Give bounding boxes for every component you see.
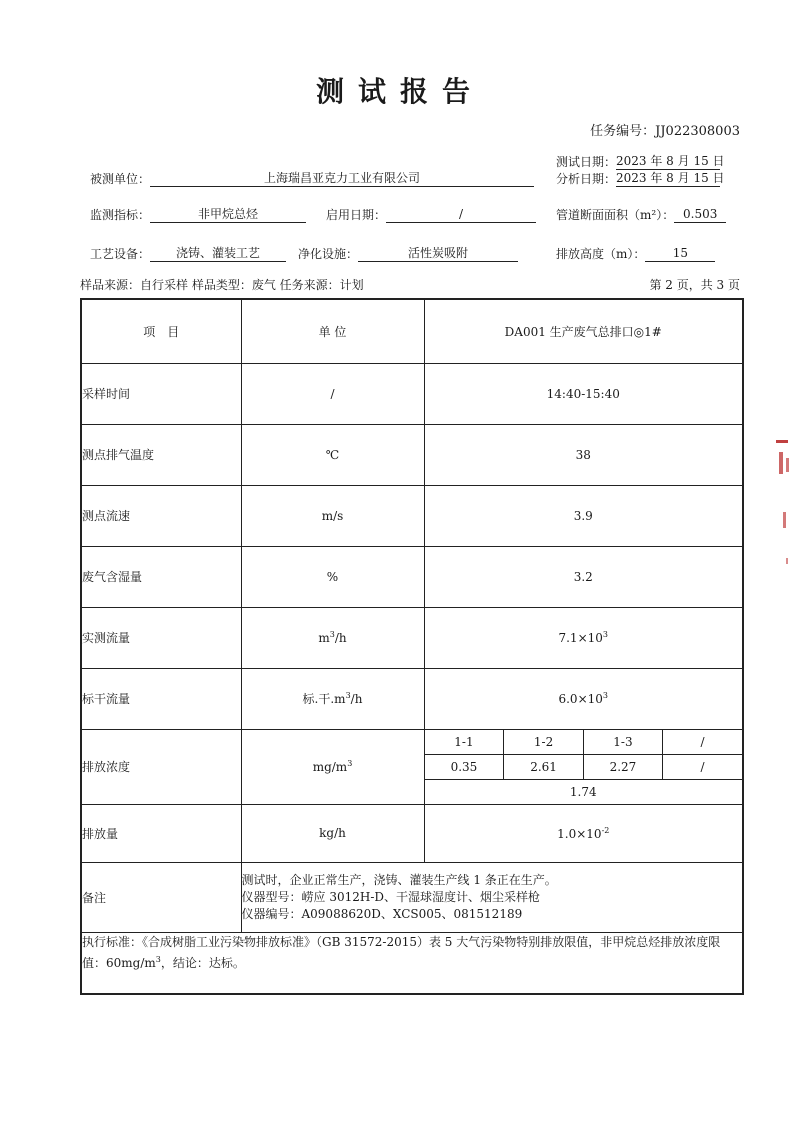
table-header-row [81,299,743,363]
row-label: 实测流量 [81,607,241,668]
table-row [81,804,743,862]
start-date-value: / [386,207,536,223]
remark-line: 仪器型号：崂应 3012H-D、干湿球湿度计、烟尘采样枪 [241,889,540,904]
row-value: $7.1\times 10^3$ [424,607,743,668]
result-table [80,298,744,995]
sample-id: 1-2 [504,730,583,755]
row-unit: m/s [241,485,424,546]
process-equipment [90,245,286,262]
emission-height-value: 15 [645,246,715,262]
row-value: 3.9 [424,485,743,546]
analysis-date-value: 2023 年 8 月 15 日 [616,171,725,185]
row-label: 排放浓度 [81,729,241,804]
row-label: 标干流量 [81,668,241,729]
row-label: 测点流速 [81,485,241,546]
row-unit: 标.干$.m^3/h$ [241,668,424,729]
concentration-subtable [425,730,743,804]
sample-info: 样品来源：自行采样 样品类型：废气 任务来源：计划 [80,278,364,292]
sample-value: 2.27 [583,754,662,779]
purification-facility [298,245,518,262]
remark-label: 备注 [81,862,241,932]
pipe-area [556,206,726,223]
report-number [590,120,740,139]
report-number-label: 任务编号： [590,124,656,139]
row-unit: kg/h [241,804,424,862]
emission-height [556,245,715,262]
row-value: 38 [424,424,743,485]
standard-line-2: 值：$60mg/m^3$，结论：达标。 [82,954,245,970]
row-unit: % [241,546,424,607]
table-row [81,363,743,424]
remark-content [241,862,743,932]
row-unit: ℃ [241,424,424,485]
remark-line: 测试时，企业正常生产，浇铸、灌装生产线 1 条正在生产。 [241,872,557,887]
table-row [81,546,743,607]
process-equipment-value: 浇铸、灌装工艺 [150,246,286,262]
concentration-cell [424,729,743,804]
table-row [81,424,743,485]
report-number-value: JJ022308003 [655,124,740,139]
emission-height-label: 排放高度（m）： [556,247,646,261]
row-label: 废气含湿量 [81,546,241,607]
table-row-concentration [81,729,743,804]
row-label: 测点排气温度 [81,424,241,485]
row-value: 3.2 [424,546,743,607]
table-row [81,668,743,729]
sample-id: 1-3 [583,730,662,755]
header-sampling-point: DA001 生产废气总排口◎1# [424,299,743,363]
pipe-area-value: 0.503 [674,207,726,223]
row-value: 14:40-15:40 [424,363,743,424]
standard-row [81,932,743,994]
page-info: 第 2 页，共 3 页 [649,278,740,292]
analysis-date [556,170,725,187]
monitor-indicator [90,206,306,223]
test-date [556,153,725,170]
purification-facility-label: 净化设施： [298,247,359,261]
header-unit: 单 位 [241,299,424,363]
analysis-date-label: 分析日期： [556,172,617,186]
execution-standard [81,932,743,994]
purification-facility-value: 活性炭吸附 [358,246,518,262]
remark-row [81,862,743,932]
process-equipment-label: 工艺设备： [90,247,151,261]
tested-unit [90,170,534,187]
row-value: $6.0\times 10^3$ [424,668,743,729]
pipe-area-label: 管道断面面积（m²）： [556,208,675,222]
row-label: 采样时间 [81,363,241,424]
start-date [326,206,536,223]
sample-value: 2.61 [504,754,583,779]
monitor-indicator-label: 监测指标： [90,208,151,222]
tested-unit-label: 被测单位： [90,172,151,186]
table-row [81,485,743,546]
sample-value: 0.35 [425,754,504,779]
page-title: 测试报告 [315,75,484,108]
row-unit: / [241,363,424,424]
test-date-value: 2023 年 8 月 15 日 [616,154,725,168]
row-unit: $m^3/h$ [241,607,424,668]
monitor-indicator-value: 非甲烷总烃 [150,207,306,223]
start-date-label: 启用日期： [326,208,387,222]
sample-id: / [663,730,742,755]
header-item: 项 目 [81,299,241,363]
average-concentration: 1.74 [425,779,743,804]
row-unit: $mg/m^3$ [241,729,424,804]
table-row [81,607,743,668]
row-value: $1.0\times 10^{-2}$ [424,804,743,862]
remark-line: 仪器编号：A09088620D、XCS005、081512189 [241,906,523,921]
standard-line-1: 执行标准：《合成树脂工业污染物排放标准》（GB 31572-2015）表 5 大气污染物特别排放限值，非甲烷总烃排放浓度限 [82,934,721,949]
row-label: 排放量 [81,804,241,862]
sample-id: 1-1 [425,730,504,755]
tested-unit-value: 上海瑞昌亚克力工业有限公司 [150,171,534,187]
test-date-label: 测试日期： [556,155,617,169]
sample-value: / [663,754,742,779]
